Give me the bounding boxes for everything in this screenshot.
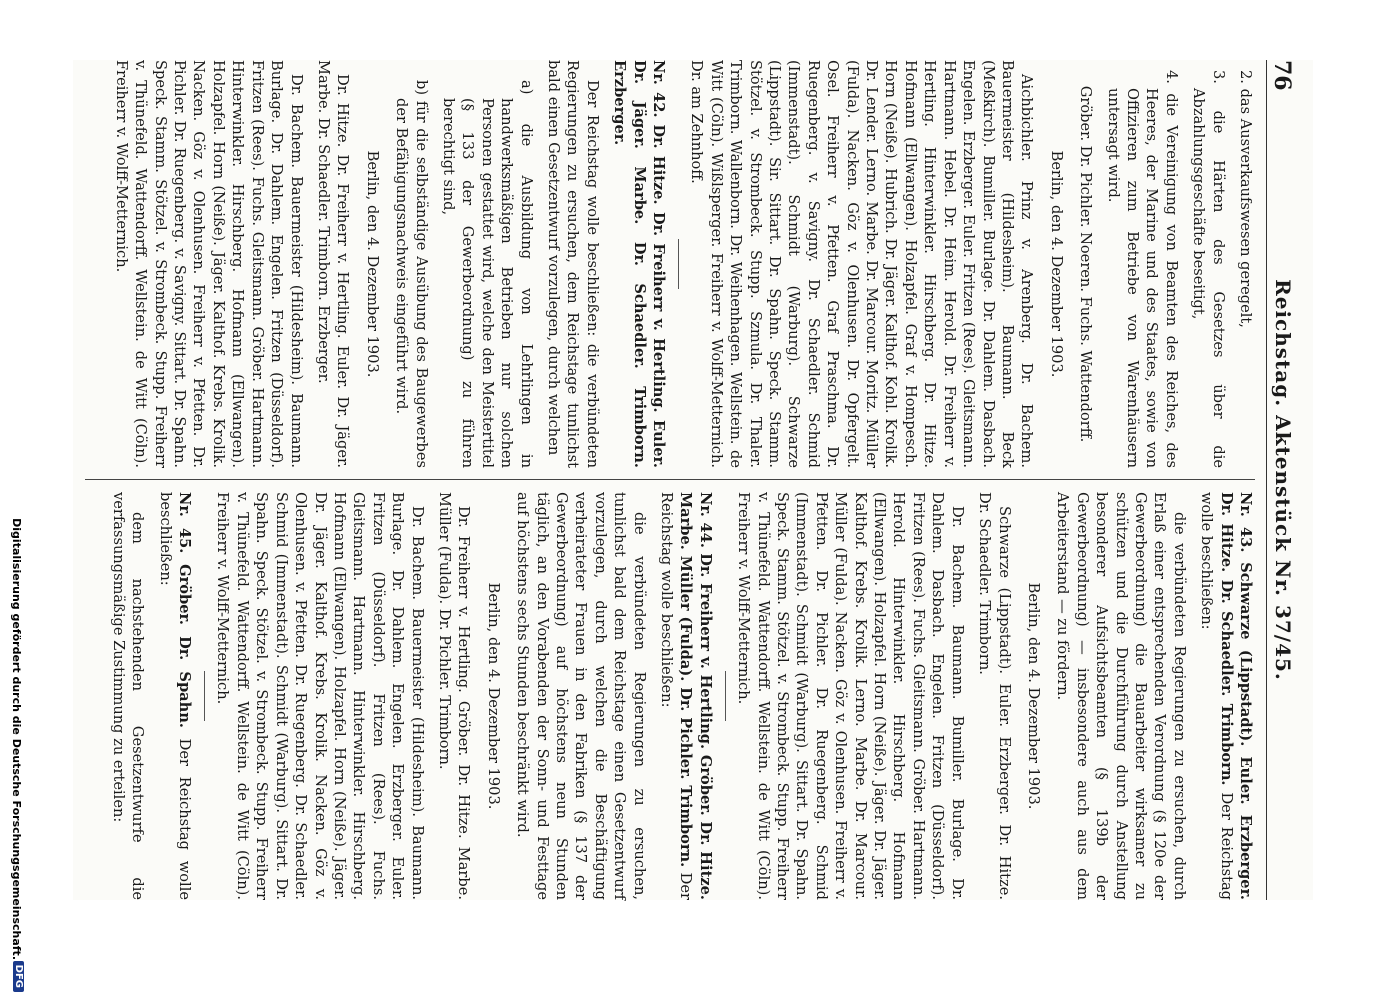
signers-block: Gröber. Dr. Pichler. Noeren. Fuchs. Wattendorff. [1077,85,1095,443]
motion-intro: Der Reichstag wolle beschließen: die verbündeten Regierungen zu ersuchen, dem Reichstage tunlichst bald einen Gesetzentwurf vorzulegen, durch welchen [545,60,601,468]
motion-number: Nr. 45. [176,492,194,554]
motion-heading [657,492,715,900]
section-divider [725,671,726,721]
running-head: Reichstag. Aktenstück Nr. 37/45. [1271,279,1295,681]
motion-subitem: b) für die selbständige Ausübung des Baugewerbes der Befähigungsnachweis eingeführt wird. [393,80,430,468]
page-number: 76 [1269,60,1295,91]
left-column [103,60,1255,468]
motion-signers: Gröber. Dr. Spahn. [176,564,194,728]
header-rule [1266,60,1267,900]
signers-block: Dr. Hitze. Dr. Freiherr v. Hertling. Euler. Dr. Jäger. Marbe. Dr. Schaedler. Trimborn. Erzberger. [314,60,352,468]
section-divider [204,671,205,721]
dateline: Berlin, den 4. Dezember 1903. [363,150,381,378]
dateline: Berlin, den 4. Dezember 1903. [484,582,502,810]
signers-block: Dr. Freiherr v. Hertling. Gröber. Dr. Hitze. Marbe. Müller (Fulda). Dr. Pichler. Trimborn. [435,492,473,900]
list-item: 4. die Vereinigung von Beamten des Reiches, des Heeres, der Marine und des Staates, sowie von Offizieren zum Betriebe von Warenhäusern untersagt wird. [1104,70,1180,468]
signers-block: Aichbichler. Prinz v. Arenberg. Dr. Bachem. Bauermeister (Hildesheim). Baumann. Beck (Meßkirch). Bumiller. Burlage. Dr. Dahlem. Dasbach. Engelen. Erzberger. Euler. Fritzen (Rees). Gleitsmann. Hartmann. Hebel. Dr. Heim. Herold. Dr. Freiherr v. Hertling. Hinterwinkler. Hirschberg. Dr. Hitze. Hofmann (Ellwangen). Holzapfel. Graf v. Hompesch. Horn (Neiße). Hubrich. Dr. Jäger. Kalthof. Kohl. Krolik. Dr. Lender. Lerno. Marbe. Dr. Marcour. Moritz. Müller (Fulda). Nacken. Göz v. Olenhusen. Dr. Opfergelt. Osel. Freiherr v. Pfetten. Graf Praschma. Dr. Ruegenberg. v. Savigny. Dr. Schaedler. Schmid (Immenstadt). Schmidt (Warburg). Schwarze (Lippstadt). Sir. Sittart. Dr. Spahn. Speck. Stamm. Stötzel. v. Strombeck. Stupp. Szmula. Dr. Thaler. Trimborn. Wallenborn. Dr. Weihenhagen. Wellstein. de Witt (Cöln). Wißlsperger. Freiherr v. Wolff-Metternich. Dr. am Zehnhoff. [688,60,1036,468]
page-header [1265,60,1295,900]
motion-signers: Dr. Hitze. Dr. Freiherr v. Hertling. Euler. Dr. Jäger. Marbe. Dr. Schaedler. Trimborn. Erzberger. [611,60,668,468]
funding-note: Digitalisierung gefördert durch die Deutsche Forschungsgemeinschaft. [10,518,23,960]
signers-block: Schwarze (Lippstadt). Euler. Erzberger. Dr. Hitze. Dr. Schaedler. Trimborn. [976,492,1013,900]
motion-heading [1197,492,1255,900]
signers-block: Dr. Bachem. Bauermeister (Hildesheim). Baumann. Burlage. Dr. Dahlem. Engelen. Fritzen (Düsseldorf). Fritzen (Rees). Fuchs. Gleitsmann. Gröber. Hartmann. Hinterwinkler. Hirschberg. Hofmann (Ellwangen). Holzapfel. Horn (Neiße). Jäger. Kalthof. Krebs. Krolik. Nacken. Göz v. Olenhusen. Freiherr v. Pfetten. Dr. Pichler. Dr. Ruegenberg. v. Savigny. Sittart. Dr. Spahn. Speck. Stamm. Stötzel. v. Strombeck. Stupp. Freiherr v. Thünefeld. Wattendorff. Wellstein. de Witt (Cöln). Freiherr v. Wolff-Metternich. [112,60,305,468]
digitization-note [7,0,25,1000]
dateline: Berlin, den 4. Dezember 1903. [1024,582,1042,810]
column-divider [85,479,1255,480]
motion-signers: Dr. Freiherr v. Hertling. Gröber. Dr. Hitze. Marbe. Müller (Fulda). Dr. Pichler. Trimborn. [677,492,714,900]
motion-number: Nr. 44. [696,492,714,548]
dateline: Berlin, den 4. Dezember 1903. [1047,150,1065,378]
list-item: 3. die Härten des Gesetzes über die Abzahlungsgeschäfte beseitigt, [1190,70,1227,468]
motion-body: die verbündeten Regierungen zu ersuchen, tunlichst bald dem Reichstage einen Gesetzentwurf vorzulegen, durch welchen die Beschäftigung verheirateter Frauen in den Fabriken (§ 137 der Gewerbeordnung) auf höchstens neun Stunden täglich, an den Vorabenden der Sonn- und Festtage auf höchstens sechs Stunden beschränkt wird. [514,492,648,900]
signers-block: Dr. Bachem. Baumann. Bumiller. Burlage. Dr. Dahlem. Dasbach. Engelen. Fritzen (Düsseldorf). Fritzen (Rees). Fuchs. Gleitsmann. Gröber. Hartmann. Herold. Hinterwinkler. Hirschberg. Hofmann (Ellwangen). Holzapfel. Horn (Neiße). Jäger. Dr. Jäger. Kalthof. Krebs. Krolik. Lerno. Marbe. Dr. Marcour. Müller (Fulda). Nacken. Göz v. Olenhusen. Freiherr v. Pfetten. Dr. Pichler. Dr. Ruegenberg. Schmid (Immenstadt). Schmidt (Warburg). Sittart. Dr. Spahn. Speck. Stamm. Stötzel. v. Strombeck. Stupp. Freiherr v. Thünefeld. Wattendorff. Wellstein. de Witt (Cöln). Freiherr v. Wolff-Metternich. [735,492,966,900]
motion-number: Nr. 43. [1237,492,1254,553]
motion-signers: Schwarze (Lippstadt). Euler. Erzberger. Dr. Hitze. Dr. Schaedler. Trimborn. [1217,492,1254,900]
motion-intro: Der Reichstag wolle beschließen: [156,492,194,901]
list-item: 2. das Ausverkaufswesen geregelt, [1237,70,1254,328]
motion-heading [610,60,668,468]
motion-number: Nr. 42. [650,60,668,118]
motion-body: die verbündeten Regierungen zu ersuchen, durch Erlaß einer entsprechenden Verordnung (§ 120e der Gewerbeordnung) die Bauarbeiter wirksamer zu schützen und die Durchführung durch Anstellung besonderer Aufsichtsbeamten (§ 139b der Gewerbeordnung) — insbesondere auch aus dem Arbeiterstand — zu fördern. [1054,492,1188,900]
motion-body: dem nachstehenden Gesetzentwurfe die verfassungsmäßige Zustimmung zu erteilen: [109,492,147,900]
signers-block: Dr. Bachem. Bauermeister (Hildesheim). Baumann. Burlage. Dr. Dahlem. Engelen. Erzberger. Euler. Fritzen (Düsseldorf). Fritzen (Rees). Fuchs. Gleitsmann. Hartmann. Hinterwinkler. Hirschberg. Hofmann (Ellwangen). Holzapfel. Horn (Neiße). Jäger. Dr. Jäger. Kalthof. Krebs. Krolik. Nacken. Göz v. Olenhusen. v. Pfetten. Dr. Ruegenberg. Dr. Schaedler. Schmid (Immenstadt). Schmidt (Warburg). Sittart. Dr. Spahn. Speck. Stötzel. v. Strombeck. Stupp. Freiherr v. Thünefeld. Wattendorff. Wellstein. de Witt (Cöln). Freiherr v. Wolff-Metternich. [214,492,426,900]
motion-heading [155,492,194,900]
section-divider [678,239,679,289]
document-page [73,60,1313,900]
motion-intro: Der Reichstag wolle beschließen: [1198,492,1235,901]
motion-subitem: a) die Ausbildung von Lehrlingen in handwerksmäßigen Betrieben nur solchen Personen gestattet wird, welche den Meistertitel (§ 133 der Gewerbeordnung) zu führen berechtigt sind, [439,80,535,468]
motion-intro: Der Reichstag wolle beschließen: [658,492,695,900]
right-column [100,492,1255,900]
dfg-logo: DFG [13,961,24,992]
